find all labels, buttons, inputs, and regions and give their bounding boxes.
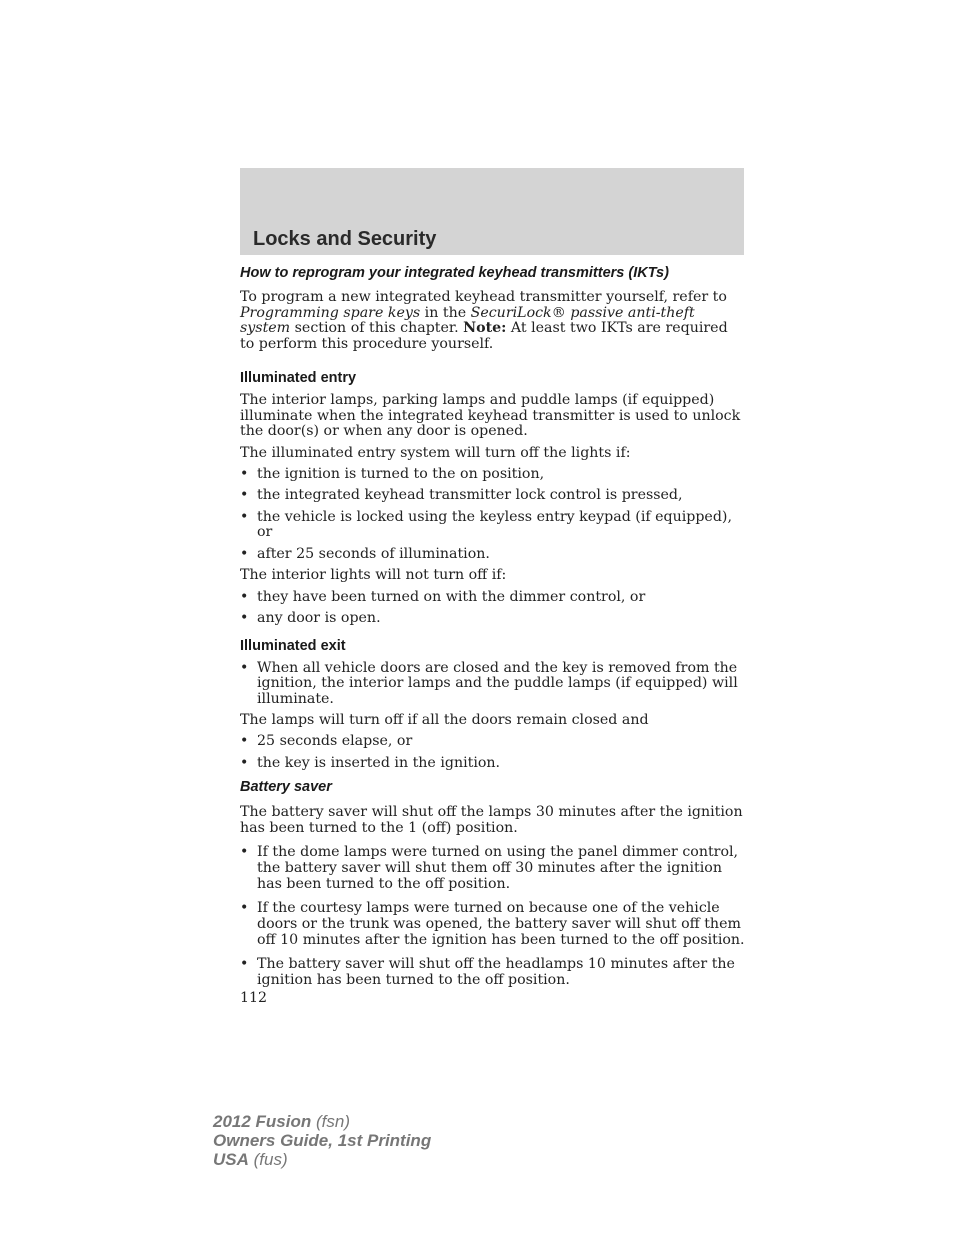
bullet-icon: • — [240, 754, 249, 771]
entry-stay-on-conditions-list — [240, 590, 746, 627]
bullet-icon: • — [240, 588, 249, 605]
list-item — [240, 756, 746, 771]
bullet-icon: • — [240, 659, 249, 676]
footer-line-2: Owners Guide, 1st Printing — [213, 1131, 432, 1150]
list-item-text: When all vehicle doors are closed and the key is removed from the ignition, the interior lamps and the puddle lamps (if equipped) will illuminate. — [257, 659, 738, 707]
list-item — [240, 467, 746, 482]
ref-programming-spare-keys: Programming spare keys — [240, 304, 421, 321]
list-item-text: 25 seconds elapse, or — [257, 733, 413, 750]
list-item-text: the ignition is turned to the on position, — [257, 466, 545, 483]
page-number: 112 — [240, 989, 268, 1006]
entry-paragraph-2: The illuminated entry system will turn off the lights if: — [240, 444, 631, 461]
bullet-icon: • — [240, 487, 249, 504]
battery-saver-list — [240, 844, 746, 988]
exit-illuminate-list — [240, 661, 746, 707]
ref-securilock-system: SecuriLock® passive anti-theft system — [240, 304, 695, 337]
list-item-text: If the dome lamps were turned on using the panel dimmer control, the battery saver will shut them off 30 minutes after the ignition has been turned to the off position. — [257, 843, 739, 892]
reprogram-text-1: To program a new integrated keyhead transmitter yourself, refer to — [240, 289, 727, 306]
footer-model-code: (fsn) — [311, 1112, 350, 1131]
list-item — [240, 590, 746, 605]
battery-paragraph-1: The battery saver will shut off the lamps 30 minutes after the ignition has been turned to the 1 (off) position. — [240, 803, 743, 836]
page-content — [240, 266, 746, 1006]
list-item — [240, 488, 746, 503]
illuminated-exit-heading: Illuminated exit — [240, 638, 346, 655]
illuminated-entry-heading: Illuminated entry — [240, 370, 357, 387]
entry-paragraph-1: The interior lamps, parking lamps and puddle lamps (if equipped) illuminate when the integrated keyhead transmitter is used to unlock the door(s) or when any door is opened. — [240, 392, 741, 440]
list-item — [240, 734, 746, 749]
section-title: Locks and Security — [253, 228, 437, 250]
footer-market: USA — [213, 1150, 249, 1169]
list-item — [240, 547, 746, 562]
reprogram-heading: How to reprogram your integrated keyhead transmitters (IKTs) — [240, 265, 669, 281]
list-item-text: the key is inserted in the ignition. — [257, 754, 501, 771]
footer-market-code: (fus) — [248, 1150, 288, 1169]
bullet-icon: • — [240, 508, 249, 525]
footer-publication-info — [213, 1112, 431, 1169]
footer-model: 2012 Fusion — [213, 1112, 312, 1131]
bullet-icon: • — [240, 843, 249, 860]
exit-paragraph-1: The lamps will turn off if all the doors remain closed and — [240, 711, 649, 728]
bullet-icon: • — [240, 466, 249, 483]
note-label: Note: — [463, 320, 507, 337]
exit-off-conditions-list — [240, 734, 746, 771]
list-item — [240, 956, 746, 988]
list-item — [240, 900, 746, 948]
list-item-text: after 25 seconds of illumination. — [257, 545, 490, 562]
list-item — [240, 611, 746, 626]
list-item-text: the vehicle is locked using the keyless entry keypad (if equipped), or — [257, 508, 732, 541]
reprogram-text-4: At least two IKTs are required to perform this procedure yourself. — [240, 320, 728, 352]
entry-off-conditions-list — [240, 467, 746, 562]
bullet-icon: • — [240, 545, 249, 562]
entry-paragraph-3: The interior lights will not turn off if: — [240, 567, 507, 584]
bullet-icon: • — [240, 609, 249, 626]
list-item-text: If the courtesy lamps were turned on because one of the vehicle doors or the trunk was opened, the battery saver will shut off them off 10 minutes after the ignition has been turned to the off position. — [257, 899, 745, 948]
battery-saver-heading: Battery saver — [240, 779, 332, 796]
list-item — [240, 844, 746, 892]
bullet-icon: • — [240, 899, 249, 916]
footer-line-3 — [213, 1150, 431, 1169]
list-item-text: any door is open. — [257, 609, 381, 626]
list-item-text: the integrated keyhead transmitter lock control is pressed, — [257, 487, 683, 504]
section-header-band — [240, 168, 744, 255]
list-item — [240, 510, 746, 541]
list-item-text: they have been turned on with the dimmer control, or — [257, 588, 646, 605]
reprogram-text-2: in the — [420, 304, 471, 321]
list-item — [240, 661, 746, 707]
list-item-text: The battery saver will shut off the headlamps 10 minutes after the ignition has been turned to the off position. — [257, 955, 735, 988]
bullet-icon: • — [240, 733, 249, 750]
bullet-icon: • — [240, 955, 249, 972]
footer-line-1 — [213, 1112, 431, 1131]
reprogram-text-3: section of this chapter. — [290, 320, 464, 337]
reprogram-paragraph — [240, 290, 746, 352]
